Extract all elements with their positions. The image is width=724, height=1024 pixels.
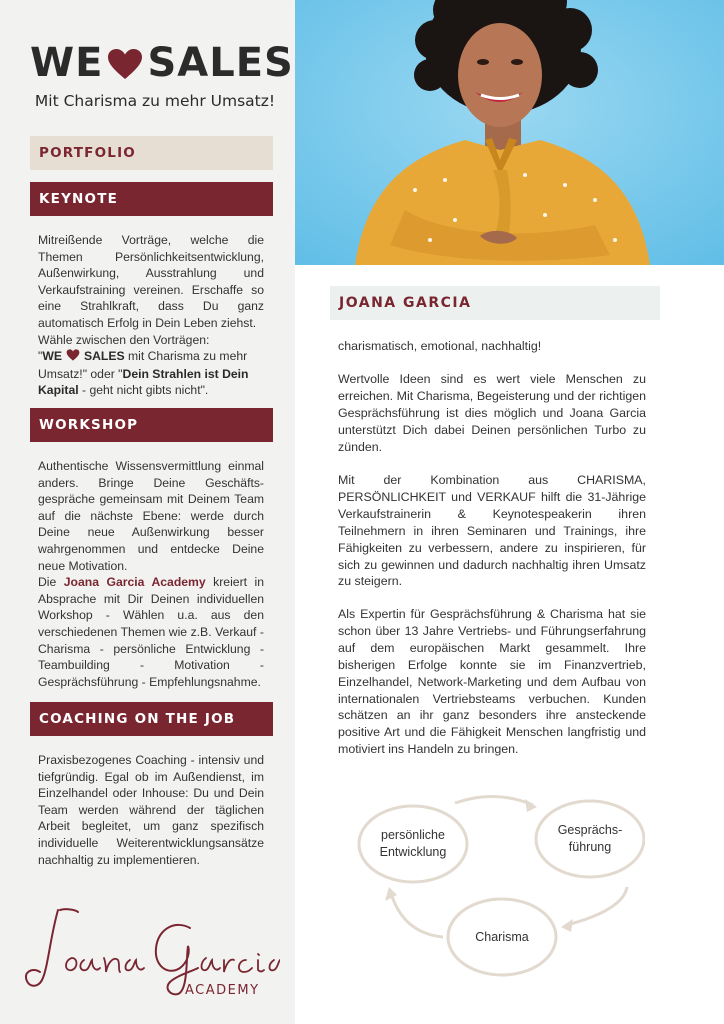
keynote-choice: Wähle zwischen den Vorträgen:: [38, 332, 210, 347]
cycle-label-personal: persönliche Entwicklung: [379, 828, 447, 859]
logo: [30, 40, 294, 110]
logo-word-we: WE: [30, 40, 104, 86]
cycle-arrow-2: [567, 887, 627, 925]
profile-name-heading: JOANA GARCIA: [330, 286, 660, 320]
signature-academy: ACADEMY: [185, 983, 260, 998]
keynote-heading: KEYNOTE: [30, 182, 273, 216]
cycle-arrow-3: [391, 893, 443, 937]
cycle-arrow-1: [455, 796, 533, 805]
talk-we: WE: [42, 349, 62, 364]
keynote-talks: "WE SALES mit Charisma zu mehr Umsatz!" oder "Dein Strahlen ist Dein Kapital - geht nicht gibts nicht".: [38, 349, 249, 398]
cycle-label-charisma: Charisma: [475, 930, 529, 944]
cycle-diagram: [345, 785, 645, 985]
profile-paragraph-3: [338, 606, 646, 758]
profile-paragraph-1: [338, 371, 646, 456]
workshop-heading: WORKSHOP: [30, 408, 273, 442]
heart-icon-small: [66, 349, 80, 366]
cycle-diagram-shapes: [345, 785, 645, 985]
workshop-academy-paragraph: Die Joana Garcia Academy kreiert in Absprache mit Dir Deinen individuellen Workshop - Wählen u.a. aus den verschiedenen Themen wie z.B. Verkauf - Charisma - persönliche Entwicklung - Teambuilding - Motivation - Gesprächsführung - Empfehlungsnahme.: [38, 575, 264, 689]
coaching-heading: COACHING ON THE JOB: [30, 702, 273, 736]
profile-paragraph-3-text: Als Expertin für Gesprächsführung & Charisma hat sie schon über 13 Jahre Vertriebs- und Führungserfahrung auf dem europäischen Markt gesammelt. Ihre bisherigen Erfolge konnte sie im Finanzvertrieb, Einzelhandel, Network-Marketing und dem Aufbau von internationalen Vertriebsteams verbuchen. Kunden schätzen an ihr ganz besonders ihre ansteckende positive Art und die Fähigkeit Menschen langfristig und motiviert ins Handeln zu bringen.: [338, 607, 646, 757]
logo-word-sales: SALES: [147, 40, 294, 86]
keynote-paragraph: Mitreißende Vorträge, welche die Themen Persönlichkeitsentwicklung, Außenwirkung, Ausstrahlung und Verkaufstraining vereinen. Erschaffe so eine Strahlkraft, dass Du ganz automatisch Erfolg in Dein Leben ziehst.: [38, 233, 264, 330]
profile-tagline: [338, 338, 646, 355]
coaching-text: [38, 752, 264, 868]
coaching-paragraph: Praxisbezogenes Coaching - intensiv und tiefgründig. Egal ob im Außendienst, im Einzelhandel oder Inhouse: Du und Dein Team werden während der täglichen Arbeit begleitet, um ganz spezifisch individuelle Weiterentwicklungsansätze nachhaltig zu implementieren.: [38, 753, 264, 867]
logo-wordmark: [30, 40, 294, 90]
profile-paragraph-2: [338, 472, 646, 590]
profile-paragraph-1-text: Wertvolle Ideen sind es wert viele Menschen zu erreichen. Mit Charisma, Begeisterung und der richtigen Gesprächsführung ist dies möglich und Joana Garcia unterstützt Dich dabei Deinen persönlichen Turbo zu zünden.: [338, 372, 646, 454]
portrait-illustration: [295, 0, 724, 265]
portrait-photo: [295, 0, 724, 265]
heart-icon: [107, 44, 143, 90]
portfolio-heading: PORTFOLIO: [30, 136, 273, 170]
talk-sales: SALES: [83, 349, 125, 364]
talk-strahlen: Dein Strahlen ist Dein Kapital: [38, 366, 249, 398]
workshop-paragraph: Authentische Wissensvermittlung einmal anders. Bringe Deine Geschäfts-gespräche gemeinsam mit Deinem Team auf die nächste Ebene: werde durch Deine neue Außenwirkung besser wahrgenommen und entdecke Deine neue Motivation.: [38, 459, 264, 573]
cycle-label-conversation: Gesprächs- führung: [557, 823, 623, 854]
profile-tagline-text: charismatisch, emotional, nachhaltig!: [338, 339, 542, 353]
workshop-text: [38, 458, 264, 690]
profile-paragraph-2-text: Mit der Kombination aus CHARISMA, PERSÖNLICHKEIT und VERKAUF hilft die 31-Jährige Verkaufstrainerin & Keynotespeakerin ihren Teilnehmern in ihren Seminaren und Trainings, ihre Fähigkeiten zu verbessern, andere zu inspirieren, für sich zu gewinnen und dadurch nachhaltig ihren Umsatz zu steigern.: [338, 473, 646, 589]
logo-tagline: Mit Charisma zu mehr Umsatz!: [34, 92, 276, 110]
keynote-text: [38, 232, 264, 399]
academy-name: Joana Garcia Academy: [63, 575, 206, 590]
